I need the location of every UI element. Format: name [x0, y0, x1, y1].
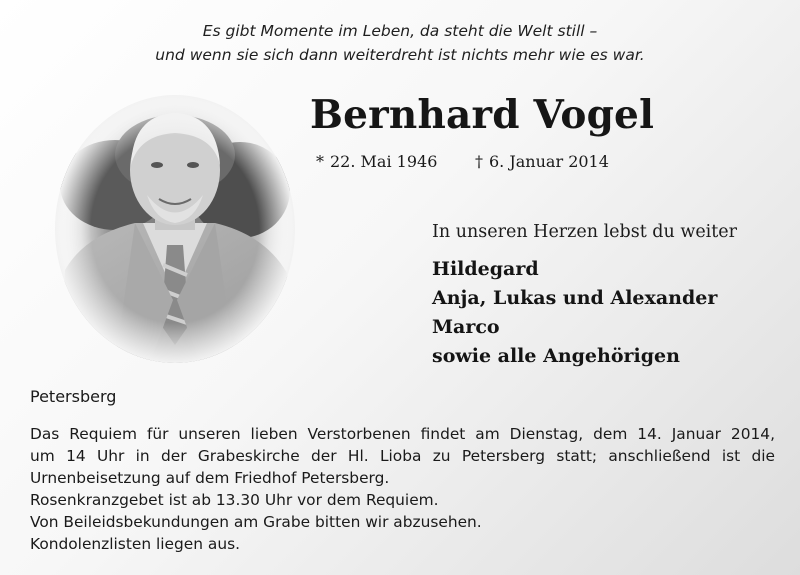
- deceased-name: Bernhard Vogel: [310, 92, 655, 138]
- announcement-line: Kondolenzlisten liegen aus.: [30, 535, 240, 553]
- death-date-value: 6. Januar 2014: [489, 152, 609, 171]
- place-name: Petersberg: [30, 387, 117, 406]
- announcement-line: Urnenbeisetzung auf dem Friedhof Petersberg.: [30, 469, 390, 487]
- announcement-line: Das Requiem für unseren lieben Verstorbenen findet am Dienstag, dem 14. Januar 2014,: [30, 425, 775, 443]
- announcement-line: Rosenkranzgebet ist ab 13.30 Uhr vor dem Requiem.: [30, 491, 439, 509]
- mourner-name: Marco: [432, 316, 500, 338]
- motto-line-2: und wenn sie sich dann weiterdreht ist nichts mehr wie es war.: [155, 46, 645, 64]
- mourner-name: Hildegard: [432, 258, 539, 280]
- announcement-text: [30, 423, 775, 555]
- announcement-line: um 14 Uhr in der Grabeskirche der Hl. Lioba zu Petersberg statt; anschließend ist die: [30, 447, 775, 465]
- birth-date: [316, 152, 437, 171]
- birth-date-value: 22. Mai 1946: [330, 152, 438, 171]
- birth-star-icon: *: [316, 152, 324, 171]
- mourner-name: sowie alle Angehörigen: [432, 345, 680, 367]
- death-cross-icon: †: [475, 152, 483, 171]
- motto-line-1: Es gibt Momente im Leben, da steht die Welt still –: [202, 22, 598, 40]
- portrait-illustration: [55, 95, 295, 363]
- death-date: [475, 152, 609, 171]
- portrait-photo: [55, 95, 295, 363]
- announcement-line: Von Beileidsbekundungen am Grabe bitten wir abzusehen.: [30, 513, 482, 531]
- tribute-line: In unseren Herzen lebst du weiter: [432, 222, 738, 242]
- mourner-name: Anja, Lukas und Alexander: [432, 287, 718, 309]
